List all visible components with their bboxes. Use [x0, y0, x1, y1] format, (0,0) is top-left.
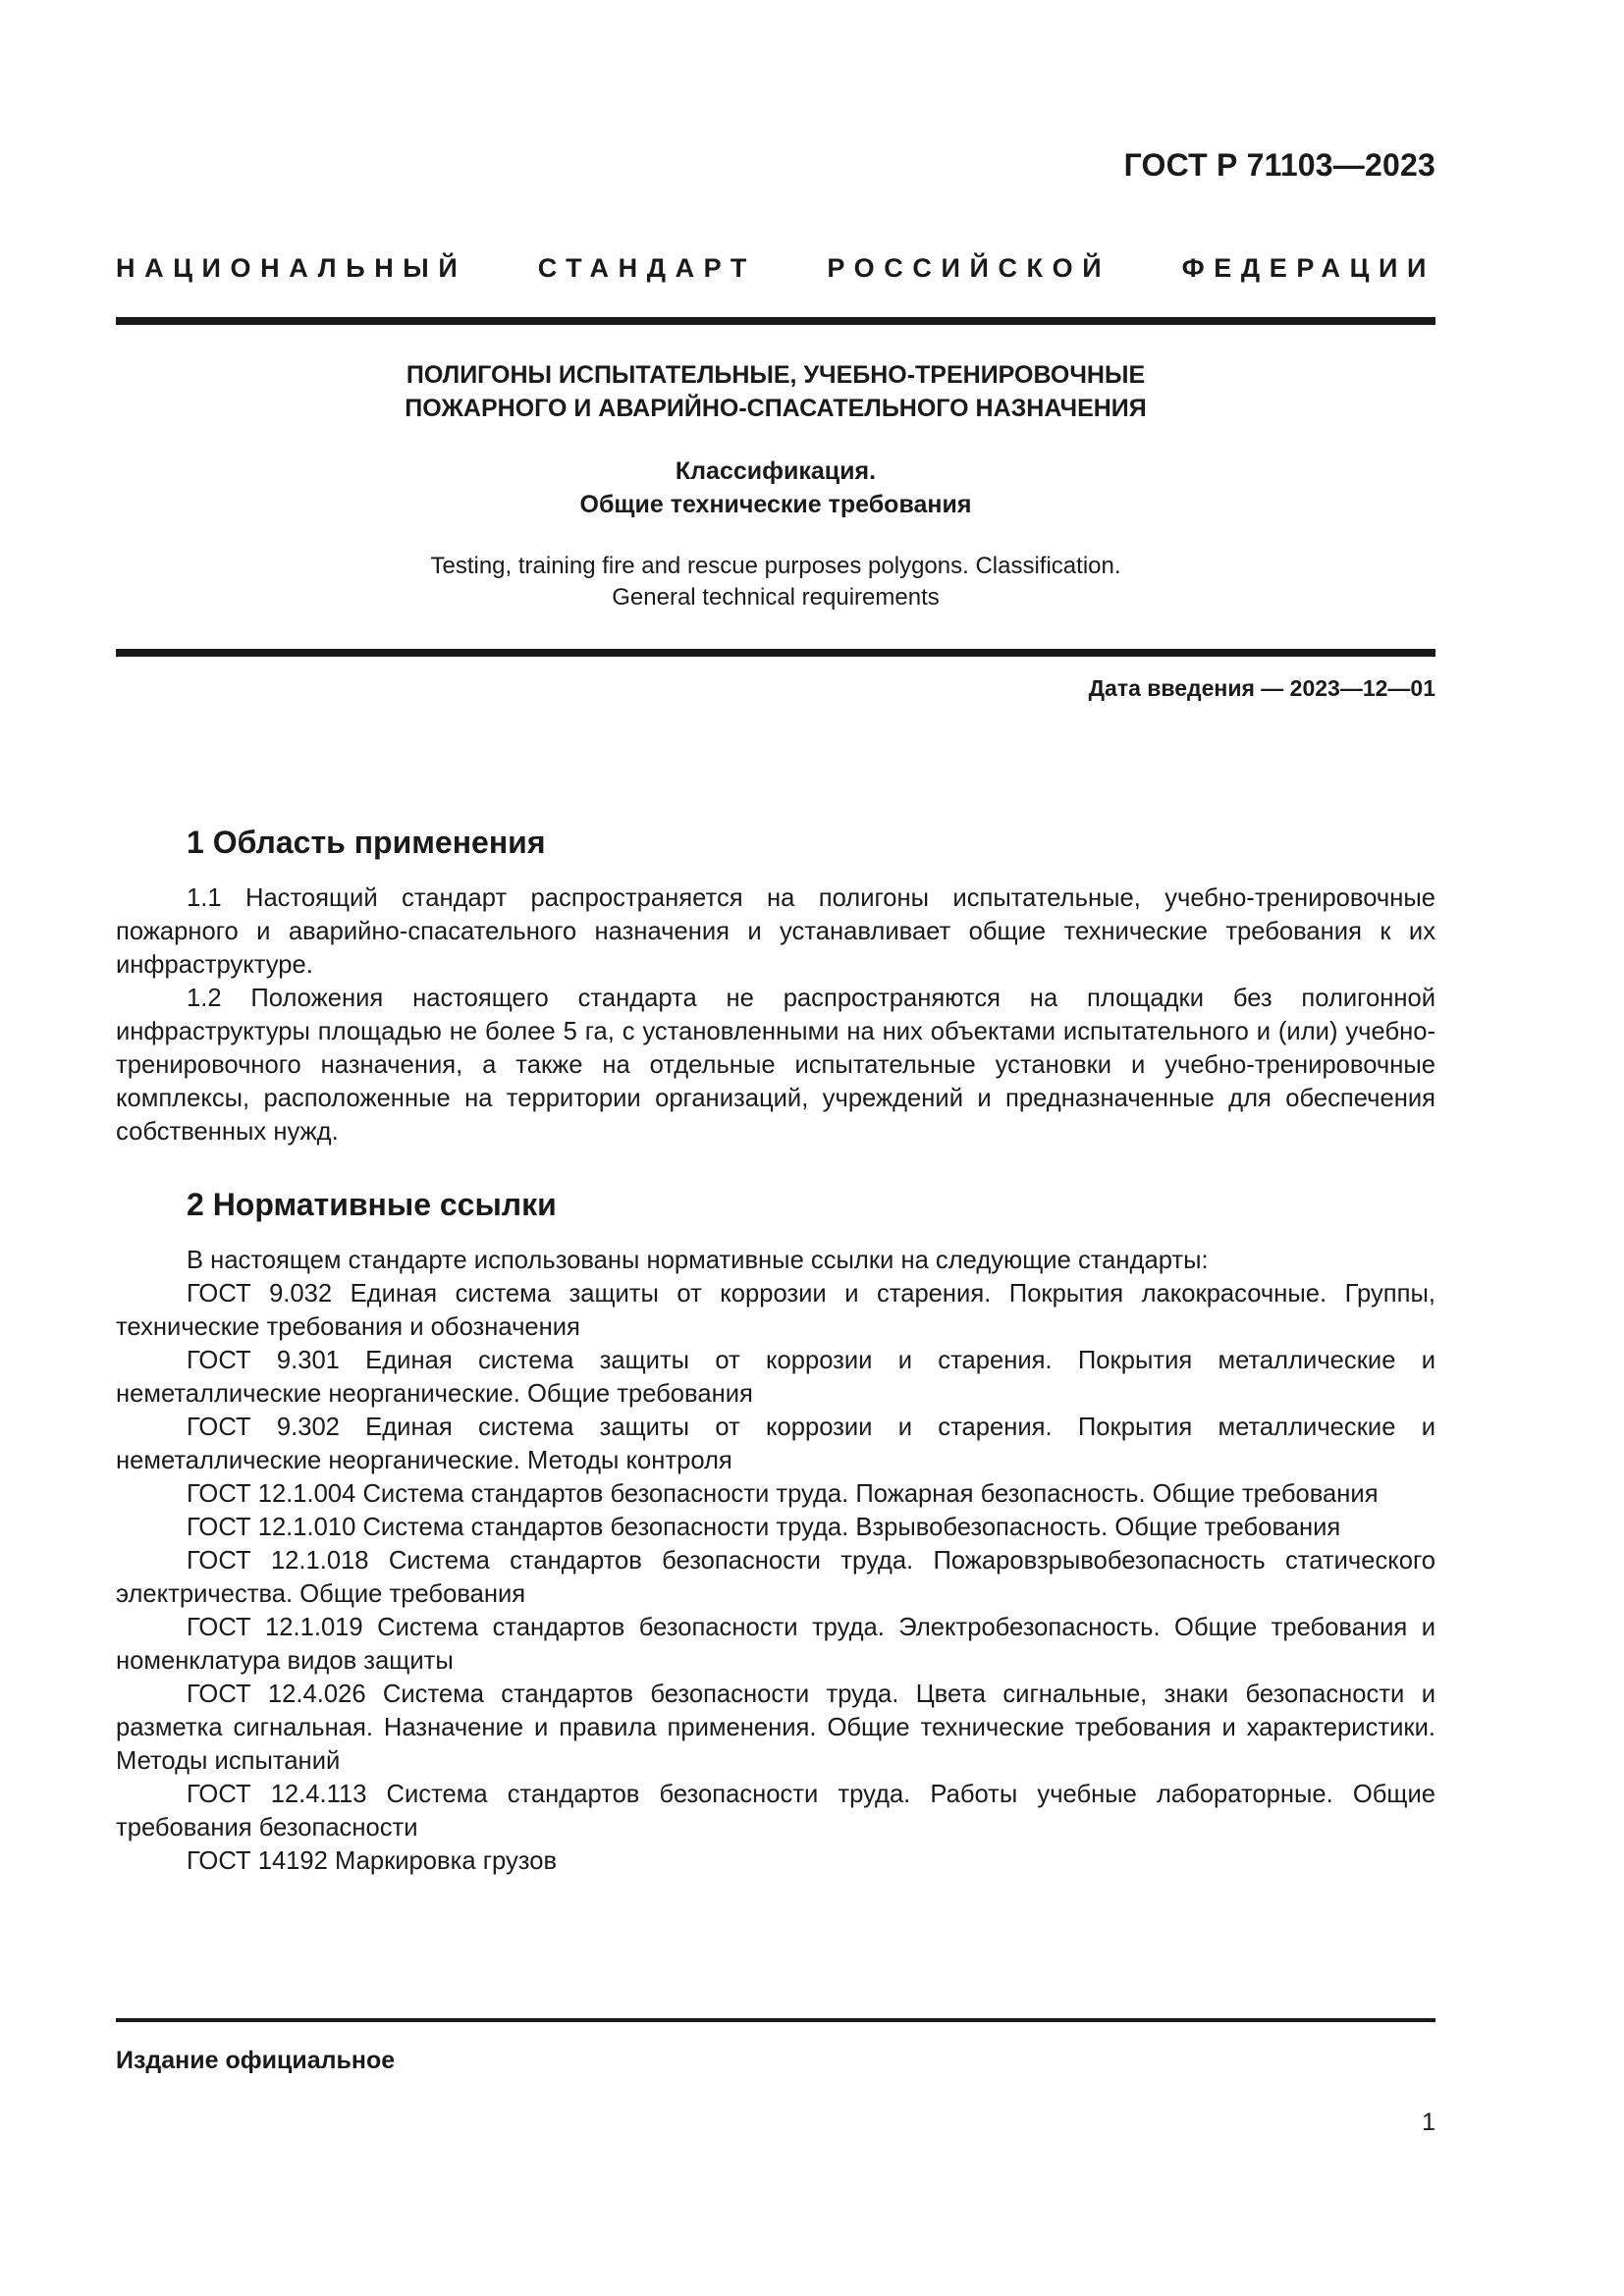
document-subtitle: [116, 454, 1435, 521]
title-line-1: ПОЛИГОНЫ ИСПЫТАТЕЛЬНЫЕ, УЧЕБНО-ТРЕНИРОВОЧНЫЕ: [406, 361, 1146, 389]
document-code: ГОСТ Р 71103—2023: [1123, 147, 1435, 183]
middle-divider: [116, 649, 1435, 657]
paragraph: В настоящем стандарте использованы нормативные ссылки на следующие стандарты:: [187, 1247, 1209, 1274]
page-number: 1: [1422, 2109, 1435, 2136]
paragraph: 1.2 Положения настоящего стандарта не распространяются на площадки без полигонной инфраструктуры площадью не более 5 га, с установленными на них объектами испытательного и (или) учебно-тренировочного назначения, а также на отдельные испытательные установки и учебно-тренировочные комплексы, расположенные на территории организаций, учреждений и предназначенные для обеспечения собственных нужд.: [116, 985, 1435, 1146]
section-scope: [116, 823, 1435, 1148]
section-heading: 2 Нормативные ссылки: [187, 1187, 557, 1222]
subtitle-line-1: Классификация.: [675, 457, 877, 485]
english-title-line-2: General technical requirements: [612, 584, 940, 611]
reference-item: ГОСТ 9.301 Единая система защиты от коррозии и старения. Покрытия металлические и неметаллические неорганические. Общие требования: [116, 1347, 1435, 1408]
top-divider: [116, 317, 1435, 325]
footer-divider: [116, 2018, 1435, 2022]
reference-item: ГОСТ 12.4.113 Система стандартов безопасности труда. Работы учебные лабораторные. Общие требования безопасности: [116, 1781, 1435, 1842]
document-title: [116, 358, 1435, 425]
reference-item: ГОСТ 9.032 Единая система защиты от коррозии и старения. Покрытия лакокрасочные. Группы, технические требования и обозначения: [116, 1280, 1435, 1341]
reference-item: ГОСТ 12.1.018 Система стандартов безопасности труда. Пожаровзрывобезопасность статического электричества. Общие требования: [116, 1547, 1435, 1608]
national-standard-banner: НАЦИОНАЛЬНЫЙ СТАНДАРТ РОССИЙСКОЙ ФЕДЕРАЦИИ: [116, 253, 1435, 283]
paragraph: 1.1 Настоящий стандарт распространяется на полигоны испытательные, учебно-тренировочные пожарного и аварийно-спасательного назначения и устанавливает общие технические требования к их инфраструктуре.: [116, 884, 1435, 979]
reference-item: ГОСТ 12.1.010 Система стандартов безопасности труда. Взрывобезопасность. Общие требования: [187, 1514, 1341, 1541]
english-title: [116, 551, 1435, 614]
section-heading: 1 Область применения: [187, 825, 546, 860]
reference-item: ГОСТ 12.1.019 Система стандартов безопасности труда. Электробезопасность. Общие требования и номенклатура видов защиты: [116, 1614, 1435, 1675]
section-normative-references: [116, 1185, 1435, 1878]
official-edition-label: Издание официальное: [116, 2047, 396, 2074]
reference-item: ГОСТ 9.302 Единая система защиты от коррозии и старения. Покрытия металлические и неметаллические неорганические. Методы контроля: [116, 1414, 1435, 1474]
reference-item: ГОСТ 12.4.026 Система стандартов безопасности труда. Цвета сигнальные, знаки безопасности и разметка сигнальная. Назначение и правила применения. Общие технические требования и характеристики. Методы испытаний: [116, 1681, 1435, 1775]
english-title-line-1: Testing, training fire and rescue purposes polygons. Classification.: [430, 553, 1121, 579]
introduction-date: Дата введения — 2023—12—01: [1088, 675, 1435, 701]
title-line-2: ПОЖАРНОГО И АВАРИЙНО-СПАСАТЕЛЬНОГО НАЗНАЧЕНИЯ: [405, 395, 1147, 422]
subtitle-line-2: Общие технические требования: [579, 491, 972, 518]
reference-item: ГОСТ 12.1.004 Система стандартов безопасности труда. Пожарная безопасность. Общие требования: [187, 1480, 1379, 1508]
reference-item: ГОСТ 14192 Маркировка грузов: [187, 1847, 558, 1875]
